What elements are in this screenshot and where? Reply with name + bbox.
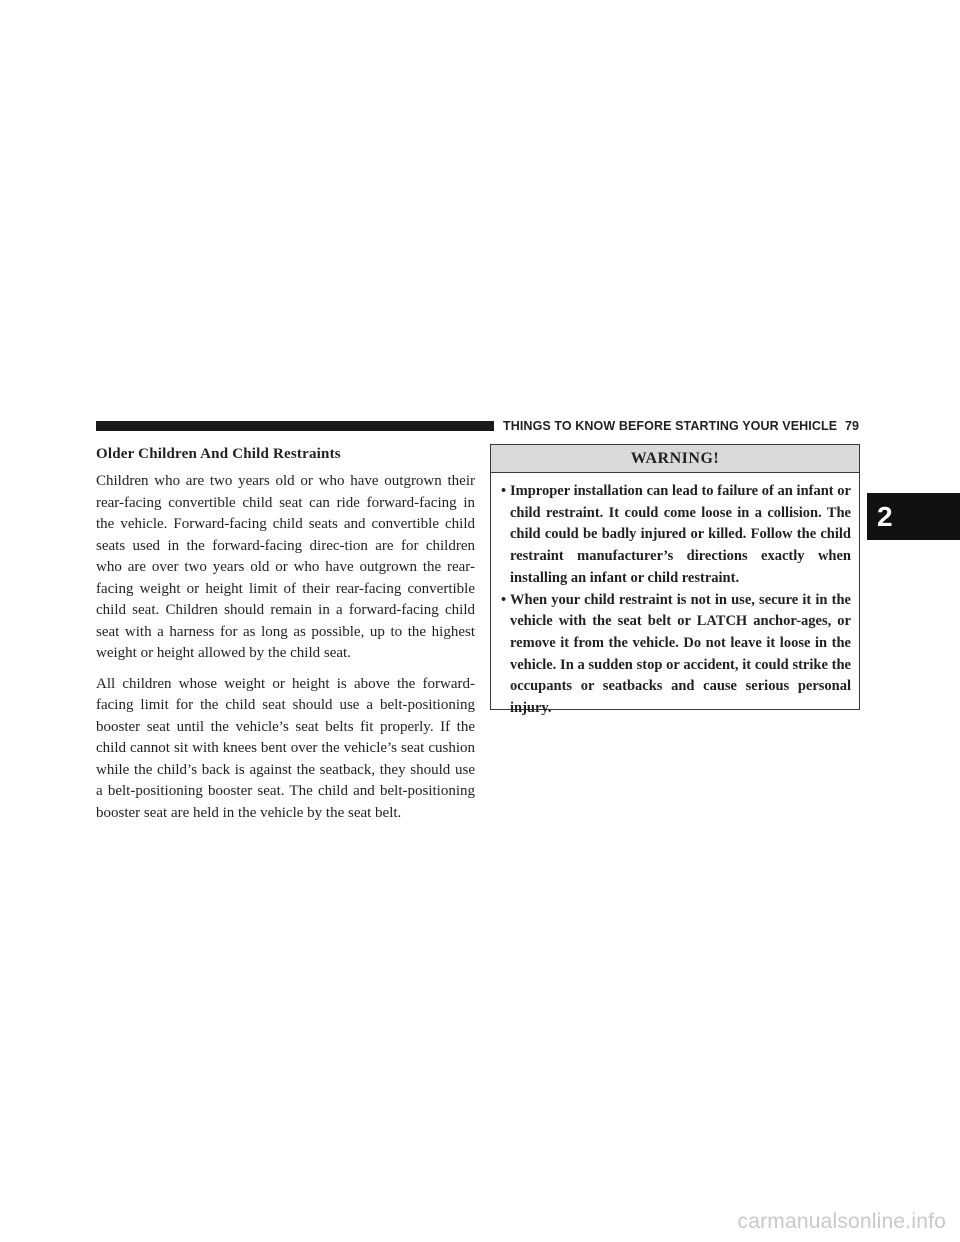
section-heading: Older Children And Child Restraints [96,446,341,462]
running-header-title: THINGS TO KNOW BEFORE STARTING YOUR VEHICLE [503,419,838,433]
warning-item-text: Improper installation can lead to failure of an infant or child restraint. It could come loose in a collision. The child could be badly injured or killed. Follow the child restraint manufacturer’s directions exactly when installing an infant or child restraint. [510,483,851,586]
bullet-icon: • [501,591,507,608]
left-column [96,444,475,833]
warning-item-text: When your child restraint is not in use, secure it in the vehicle with the seat belt or LATCH anchor-ages, or remove it from the vehicle. Do not leave it loose in the vehicle. In a sudden stop or accident, it could strike the occupants or seatbacks and cause serious personal injury. [510,591,851,717]
watermark: carmanualsonline.info [737,1210,946,1233]
warning-item [501,481,851,590]
warning-item [501,590,851,720]
chapter-tab: 2 [867,493,960,540]
bullet-icon: • [501,483,507,499]
page-number: 79 [845,419,859,433]
body-paragraph: Children who are two years old or who have outgrown their rear-facing convertible child seat can ride forward-facing in the vehicle. Forward-facing child seats and convertible child seats used in the forward-facing direc-tion are for children who are over two years old or who have outgrown the rear-facing weight or height limit of their rear-facing convertible child seat. Children should remain in a forward-facing child seat with a harness for as long as possible, up to the highest weight or height allowed by the child seat. [96,473,475,661]
header-rule [96,421,494,431]
warning-box [490,444,860,717]
body-paragraph: All children whose weight or height is above the forward-facing limit for the child seat should use a belt-positioning booster seat until the vehicle’s seat belts fit properly. If the child cannot sit with knees bent over the vehicle’s seat cushion while the child’s back is against the seatback, they should use a belt-positioning booster seat. The child and belt-positioning booster seat are held in the vehicle by the seat belt. [96,675,475,821]
warning-title: WARNING! [491,445,859,473]
warning-list [491,473,859,720]
